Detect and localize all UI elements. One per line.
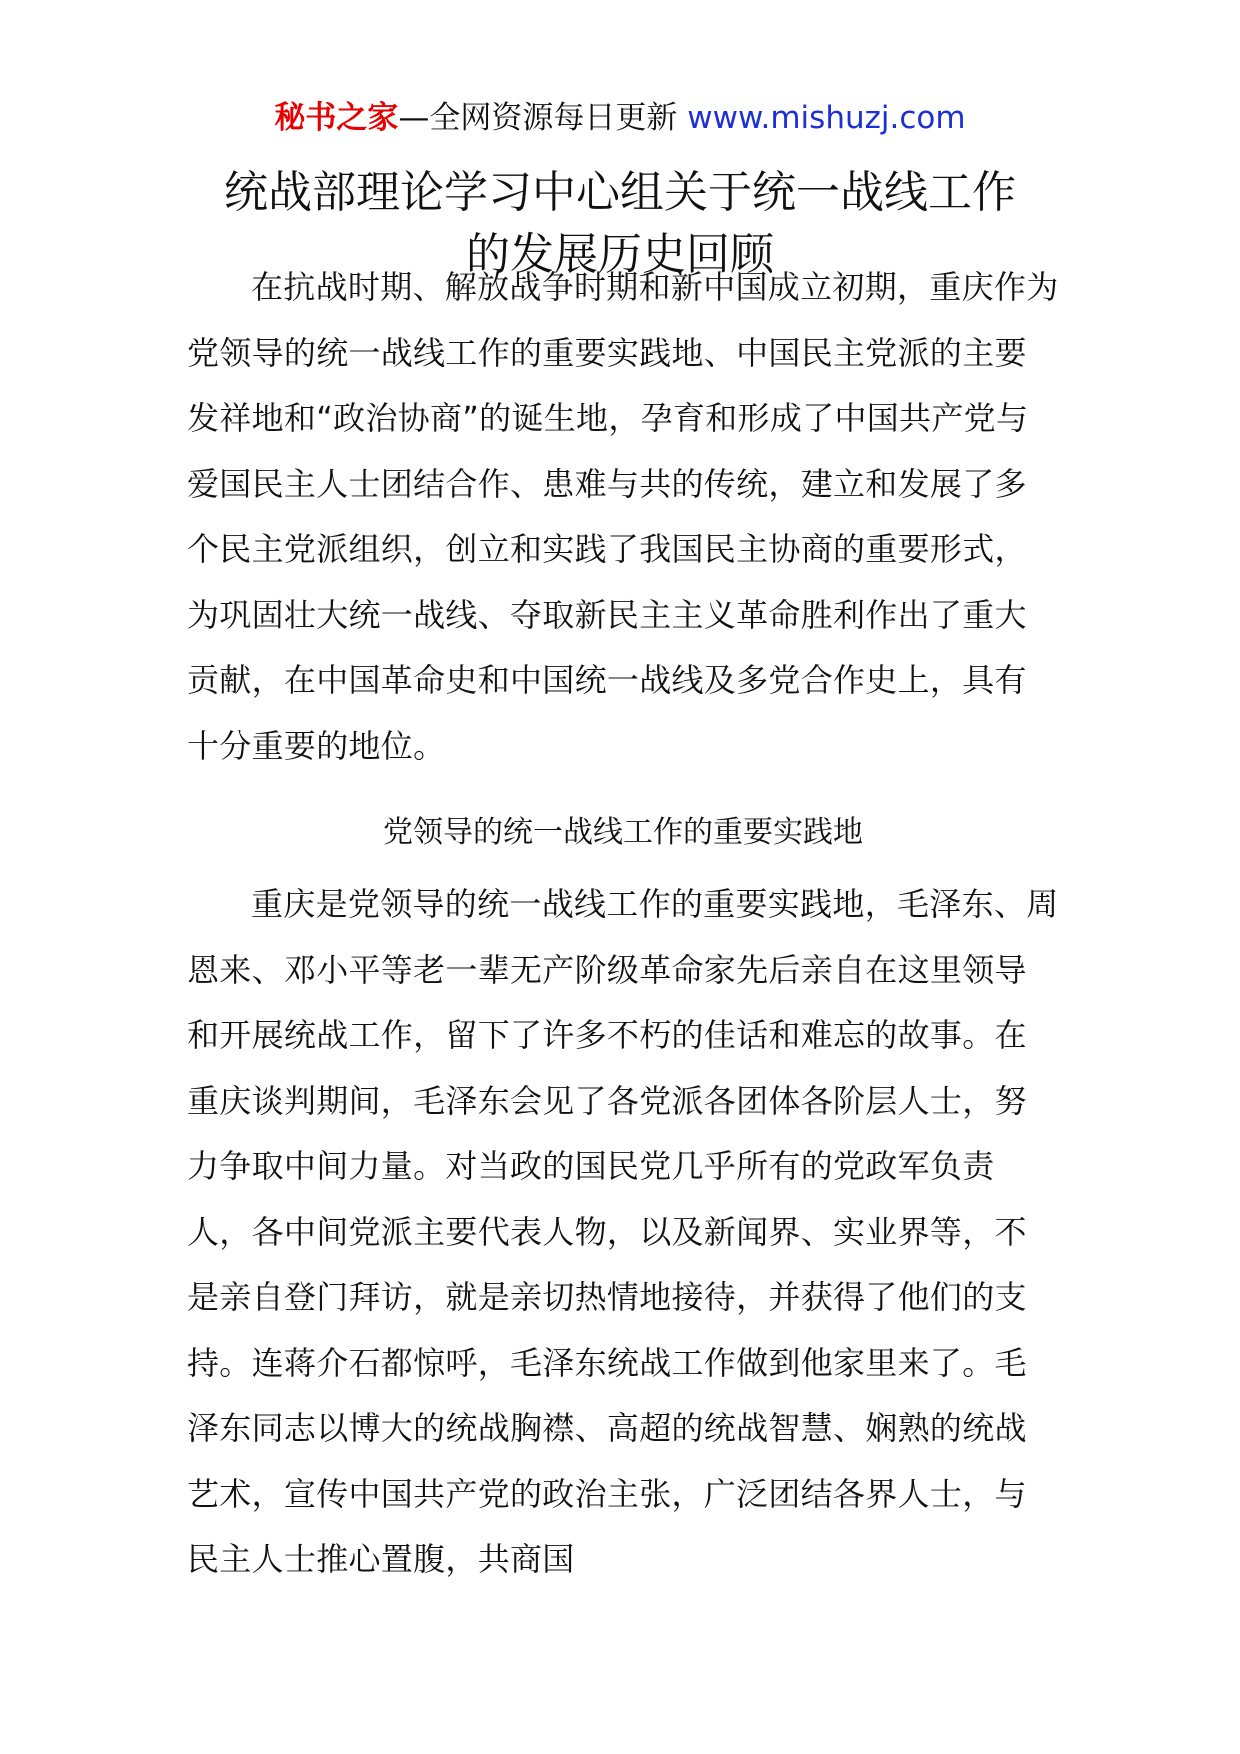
paragraph-section-1: 重庆是党领导的统一战线工作的重要实践地，毛泽东、周恩来、邓小平等老一辈无产阶级革命家先后亲自在这里领导和开展统战工作，留下了许多不朽的佳话和难忘的故事。在重庆谈判期间，毛泽东会见了各党派各团体各阶层人士，努力争取中间力量。对当政的国民党几乎所有的党政军负责人，各中间党派主要代表人物，以及新闻界、实业界等，不是亲自登门拜访，就是亲切热情地接待，并获得了他们的支持。连蒋介石都惊呼，毛泽东统战工作做到他家里来了。毛泽东同志以博大的统战胸襟、高超的统战智慧、娴熟的统战艺术，宣传中国共产党的政治主张，广泛团结各界人士，与民主人士推心置腹，共商国 bbox=[187, 885, 1059, 1578]
site-url-link[interactable]: www.mishuzj.com bbox=[687, 100, 966, 136]
header-tagline: —全网资源每日更新 bbox=[398, 100, 688, 136]
intro-section bbox=[187, 255, 1059, 779]
section-body bbox=[187, 872, 1059, 1593]
brand-name: 秘书之家 bbox=[274, 100, 399, 136]
title-line-2: 的发展历史回顾 bbox=[466, 229, 774, 280]
paragraph-intro: 在抗战时期、解放战争时期和新中国成立初期，重庆作为党领导的统一战线工作的重要实践地、中国民主党派的主要发祥地和“政治协商”的诞生地，孕育和形成了中国共产党与爱国民主人士团结合作、患难与共的传统，建立和发展了多个民主党派组织，创立和实践了我国民主协商的重要形式，为巩固壮大统一战线、夺取新民主主义革命胜利作出了重大贡献，在中国革命史和中国统一战线及多党合作史上，具有十分重要的地位。 bbox=[187, 268, 1059, 765]
section-heading: 党领导的统一战线工作的重要实践地 bbox=[383, 815, 863, 850]
title-line-1: 统战部理论学习中心组关于统一战线工作 bbox=[224, 167, 1016, 218]
site-header bbox=[0, 98, 1240, 138]
